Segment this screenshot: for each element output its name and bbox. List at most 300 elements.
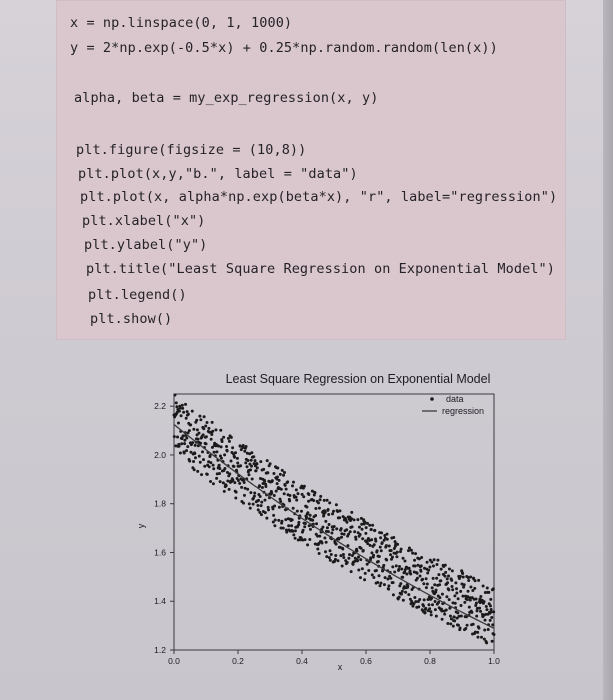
data-point <box>259 495 262 498</box>
data-point <box>419 570 422 573</box>
data-point <box>386 533 389 536</box>
data-point <box>364 532 367 535</box>
data-point <box>246 465 249 468</box>
data-point <box>245 445 248 448</box>
page-edge <box>603 0 613 700</box>
plot-frame <box>174 394 494 650</box>
data-point <box>288 494 291 497</box>
data-point <box>335 527 338 530</box>
data-point <box>443 575 446 578</box>
data-point <box>384 576 387 579</box>
data-point <box>455 587 458 590</box>
data-point <box>428 566 431 569</box>
data-point <box>312 499 315 502</box>
data-point <box>230 460 233 463</box>
data-point <box>316 547 319 550</box>
data-point <box>454 602 457 605</box>
data-point <box>404 591 407 594</box>
data-point <box>357 569 360 572</box>
data-point <box>279 473 282 476</box>
data-point <box>296 510 299 513</box>
data-point <box>264 485 267 488</box>
data-point <box>232 465 235 468</box>
data-point <box>323 499 326 502</box>
data-point <box>478 607 481 610</box>
data-point <box>341 565 344 568</box>
data-point <box>263 480 266 483</box>
data-point <box>244 487 247 490</box>
data-point <box>227 437 230 440</box>
data-point <box>179 407 182 410</box>
code-block <box>56 0 566 340</box>
data-point <box>419 574 422 577</box>
data-point <box>460 615 463 618</box>
data-point <box>358 526 361 529</box>
code-line-9: plt.title("Least Square Regression on Exponential Model") <box>86 261 555 277</box>
data-point <box>196 428 199 431</box>
data-point <box>449 614 452 617</box>
data-point <box>475 602 478 605</box>
data-point <box>178 410 181 413</box>
data-point <box>391 556 394 559</box>
data-point <box>257 499 260 502</box>
data-point <box>474 579 477 582</box>
data-point <box>325 541 328 544</box>
data-point <box>250 465 253 468</box>
data-point <box>446 577 449 580</box>
legend-data-marker <box>430 397 434 401</box>
x-tick-label: 0.6 <box>360 656 372 666</box>
data-point <box>387 588 390 591</box>
data-point <box>304 538 307 541</box>
data-point <box>378 584 381 587</box>
data-point <box>453 619 456 622</box>
data-point <box>244 461 247 464</box>
data-point <box>339 554 342 557</box>
data-point <box>308 538 311 541</box>
data-point <box>407 549 410 552</box>
data-point <box>492 587 495 590</box>
data-point <box>426 583 429 586</box>
data-point <box>186 410 189 413</box>
data-point <box>249 491 252 494</box>
data-point <box>460 604 463 607</box>
data-point <box>296 492 299 495</box>
data-point <box>479 595 482 598</box>
code-line-1: x = np.linspace(0, 1, 1000) <box>70 15 293 31</box>
data-point <box>258 484 261 487</box>
data-point <box>376 549 379 552</box>
data-point <box>433 583 436 586</box>
data-point <box>259 460 262 463</box>
data-point <box>276 467 279 470</box>
data-point <box>201 450 204 453</box>
data-point <box>480 636 483 639</box>
data-point <box>444 571 447 574</box>
data-point <box>182 434 185 437</box>
data-point <box>491 640 494 643</box>
data-point <box>212 467 215 470</box>
data-point <box>435 577 438 580</box>
data-point <box>435 615 438 618</box>
data-point <box>250 451 253 454</box>
data-point <box>185 437 188 440</box>
data-point <box>264 511 267 514</box>
data-point <box>372 554 375 557</box>
data-point <box>381 541 384 544</box>
data-point <box>325 555 328 558</box>
data-point <box>319 495 322 498</box>
data-point <box>416 577 419 580</box>
data-point <box>457 597 460 600</box>
data-point <box>485 641 488 644</box>
data-point <box>252 503 255 506</box>
data-point <box>446 622 449 625</box>
data-point <box>431 586 434 589</box>
data-point <box>359 576 362 579</box>
data-point <box>291 484 294 487</box>
data-point <box>231 446 234 449</box>
data-point <box>233 456 236 459</box>
data-point <box>225 445 228 448</box>
data-point <box>338 509 341 512</box>
data-point <box>260 501 263 504</box>
data-point <box>284 484 287 487</box>
data-point <box>215 477 218 480</box>
data-point <box>248 502 251 505</box>
data-point <box>402 599 405 602</box>
data-point <box>234 451 237 454</box>
data-point <box>477 627 480 630</box>
data-point <box>446 581 449 584</box>
data-point <box>386 577 389 580</box>
data-point <box>400 593 403 596</box>
data-point <box>361 537 364 540</box>
data-point <box>414 600 417 603</box>
data-point <box>218 467 221 470</box>
data-point <box>226 450 229 453</box>
data-point <box>302 495 305 498</box>
data-point <box>188 429 191 432</box>
data-point <box>218 472 221 475</box>
data-point <box>261 486 264 489</box>
data-point <box>222 436 225 439</box>
data-point <box>213 451 216 454</box>
data-point <box>330 532 333 535</box>
data-point <box>343 533 346 536</box>
data-point <box>457 624 460 627</box>
data-point <box>277 519 280 522</box>
data-point <box>303 525 306 528</box>
data-point <box>423 598 426 601</box>
data-point <box>440 568 443 571</box>
data-point <box>335 543 338 546</box>
data-point <box>262 468 265 471</box>
data-point <box>249 468 252 471</box>
data-point <box>456 611 459 614</box>
data-point <box>462 575 465 578</box>
data-point <box>413 559 416 562</box>
data-point <box>290 524 293 527</box>
data-point <box>354 538 357 541</box>
x-tick-label: 0.4 <box>296 656 308 666</box>
data-point <box>193 452 196 455</box>
data-point <box>278 479 281 482</box>
data-point <box>198 415 201 418</box>
data-point <box>274 519 277 522</box>
data-point <box>179 452 182 455</box>
data-point <box>409 572 412 575</box>
data-point <box>223 467 226 470</box>
data-point <box>181 407 184 410</box>
data-point <box>332 510 335 513</box>
data-point <box>435 563 438 566</box>
data-point <box>272 514 275 517</box>
data-point <box>379 582 382 585</box>
data-point <box>400 567 403 570</box>
data-point <box>402 557 405 560</box>
data-point <box>484 619 487 622</box>
data-point <box>306 511 309 514</box>
data-point <box>437 573 440 576</box>
data-point <box>228 472 231 475</box>
data-point <box>281 469 284 472</box>
data-point <box>388 544 391 547</box>
data-point <box>448 598 451 601</box>
data-point <box>246 488 249 491</box>
data-point <box>342 556 345 559</box>
data-point <box>372 576 375 579</box>
data-point <box>327 530 330 533</box>
data-point <box>283 471 286 474</box>
data-point <box>183 442 186 445</box>
data-point <box>239 445 242 448</box>
data-point <box>270 492 273 495</box>
data-point <box>193 468 196 471</box>
data-point <box>385 544 388 547</box>
data-point <box>371 573 374 576</box>
data-point <box>203 415 206 418</box>
data-point <box>271 507 274 510</box>
data-point <box>324 520 327 523</box>
data-point <box>186 445 189 448</box>
data-point <box>288 499 291 502</box>
data-point <box>468 606 471 609</box>
data-point <box>432 577 435 580</box>
data-point <box>345 521 348 524</box>
data-point <box>175 405 178 408</box>
data-point <box>256 504 259 507</box>
data-point <box>280 488 283 491</box>
data-point <box>360 547 363 550</box>
data-point <box>351 525 354 528</box>
data-point <box>434 600 437 603</box>
data-point <box>450 579 453 582</box>
data-point <box>383 583 386 586</box>
data-point <box>188 460 191 463</box>
data-point <box>331 528 334 531</box>
data-point <box>195 419 198 422</box>
data-point <box>200 473 203 476</box>
data-point <box>250 459 253 462</box>
data-point <box>395 555 398 558</box>
data-point <box>294 529 297 532</box>
data-point <box>198 455 201 458</box>
data-point <box>220 445 223 448</box>
data-point <box>237 479 240 482</box>
data-point <box>438 596 441 599</box>
data-point <box>427 603 430 606</box>
data-point <box>475 615 478 618</box>
data-point <box>304 522 307 525</box>
data-point <box>204 424 207 427</box>
data-point <box>282 474 285 477</box>
data-point <box>305 516 308 519</box>
data-point <box>221 440 224 443</box>
data-point <box>398 565 401 568</box>
data-point <box>278 506 281 509</box>
data-point <box>452 625 455 628</box>
data-point <box>334 558 337 561</box>
data-point <box>491 623 494 626</box>
data-point <box>297 521 300 524</box>
data-point <box>275 490 278 493</box>
data-point <box>353 518 356 521</box>
data-point <box>341 547 344 550</box>
data-point <box>475 598 478 601</box>
data-point <box>373 529 376 532</box>
data-point <box>487 628 490 631</box>
data-point <box>333 525 336 528</box>
data-point <box>182 411 185 414</box>
data-point <box>440 610 443 613</box>
data-point <box>340 527 343 530</box>
data-point <box>379 536 382 539</box>
data-point <box>443 613 446 616</box>
data-point <box>371 524 374 527</box>
data-point <box>219 480 222 483</box>
data-point <box>389 553 392 556</box>
data-point <box>392 536 395 539</box>
data-point <box>180 442 183 445</box>
data-point <box>356 559 359 562</box>
data-point <box>359 533 362 536</box>
data-point <box>380 549 383 552</box>
data-point <box>321 526 324 529</box>
data-point <box>363 578 366 581</box>
data-point <box>464 627 467 630</box>
data-point <box>191 410 194 413</box>
data-point <box>417 605 420 608</box>
data-point <box>401 576 404 579</box>
data-point <box>338 516 341 519</box>
data-point <box>177 422 180 425</box>
data-point <box>199 418 202 421</box>
data-point <box>427 569 430 572</box>
data-point <box>292 507 295 510</box>
data-point <box>231 479 234 482</box>
data-point <box>420 556 423 559</box>
y-tick-label: 1.8 <box>154 498 166 509</box>
data-point <box>400 548 403 551</box>
data-point <box>445 608 448 611</box>
data-point <box>350 511 353 514</box>
data-point <box>192 428 195 431</box>
data-point <box>282 527 285 530</box>
data-point <box>206 473 209 476</box>
data-point <box>205 421 208 424</box>
data-point <box>324 511 327 514</box>
data-point <box>487 591 490 594</box>
data-point <box>390 549 393 552</box>
data-point <box>210 438 213 441</box>
data-point <box>318 535 321 538</box>
data-point <box>425 577 428 580</box>
data-point <box>203 465 206 468</box>
data-point <box>209 461 212 464</box>
data-point <box>276 475 279 478</box>
code-line-7: plt.xlabel("x") <box>82 213 206 229</box>
data-point <box>214 428 217 431</box>
data-point <box>387 584 390 587</box>
data-point <box>466 598 469 601</box>
y-axis-label: y <box>136 523 146 529</box>
data-point <box>326 499 329 502</box>
data-point <box>426 572 429 575</box>
y-tick-label: 1.4 <box>154 596 166 607</box>
data-point <box>476 636 479 639</box>
data-point <box>249 507 252 510</box>
code-line-11: plt.show() <box>90 311 173 327</box>
data-point <box>429 610 432 613</box>
data-point <box>367 569 370 572</box>
data-point <box>453 616 456 619</box>
data-point <box>401 590 404 593</box>
data-point <box>409 569 412 572</box>
legend-regression-label: regression <box>442 406 485 416</box>
data-point <box>485 605 488 608</box>
data-point <box>253 495 256 498</box>
data-point <box>373 543 376 546</box>
data-point <box>357 556 360 559</box>
data-point <box>483 629 486 632</box>
data-point <box>189 423 192 426</box>
data-point <box>427 598 430 601</box>
data-point <box>426 561 429 564</box>
data-point <box>493 633 496 636</box>
data-point <box>218 464 221 467</box>
data-point <box>266 459 269 462</box>
data-point <box>430 613 433 616</box>
data-point <box>317 501 320 504</box>
data-point <box>175 401 178 404</box>
data-point <box>406 585 409 588</box>
data-point <box>185 449 188 452</box>
data-point <box>197 438 200 441</box>
data-point <box>473 587 476 590</box>
data-point <box>212 464 215 467</box>
data-point <box>184 403 187 406</box>
data-point <box>477 579 480 582</box>
y-tick-label: 1.6 <box>154 547 166 558</box>
data-point <box>397 568 400 571</box>
data-point <box>374 540 377 543</box>
data-point <box>319 498 322 501</box>
code-line-2: y = 2*np.exp(-0.5*x) + 0.25*np.random.random(len(x)) <box>70 40 498 56</box>
data-point <box>350 517 353 520</box>
x-tick-label: 0.8 <box>424 656 436 666</box>
data-point <box>219 429 222 432</box>
